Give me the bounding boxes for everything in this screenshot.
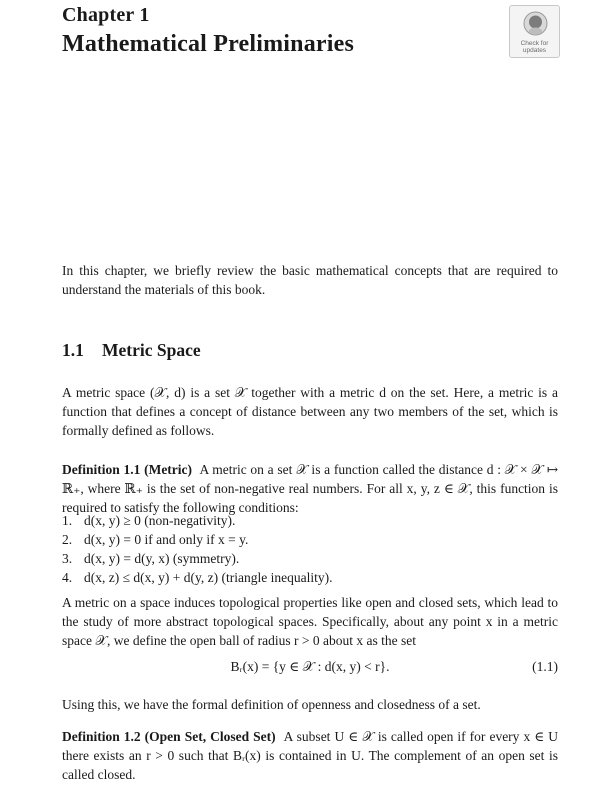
definition-body: A metric on a set 𝒳 is a function called the distance d : 𝒳 × 𝒳 ↦ ℝ₊, where ℝ₊ is the set of non-negative real numbers. For all x, y, z ∈ 𝒳, this function is required to satisfy the following conditions: <box>62 462 558 515</box>
chapter-title: Mathematical Preliminaries <box>62 31 355 57</box>
metric-conditions-list <box>62 511 558 587</box>
equation-open-ball <box>62 657 558 676</box>
section-number: 1.1 <box>62 340 84 360</box>
intro-paragraph: In this chapter, we briefly review the basic mathematical concepts that are required to understand the materials of this book. <box>62 263 558 297</box>
definition-open-closed-set <box>62 727 558 784</box>
list-text: d(x, y) ≥ 0 (non-negativity). <box>84 513 236 528</box>
definition-label: Definition 1.1 (Metric) <box>62 462 193 477</box>
list-number: 2. <box>62 532 73 547</box>
list-text: d(x, y) = d(y, x) (symmetry). <box>84 551 240 566</box>
check-for-updates-badge[interactable] <box>509 5 560 58</box>
section-title: Metric Space <box>102 340 201 360</box>
section-heading <box>62 340 201 361</box>
equation-body: Bᵣ(x) = {y ∈ 𝒳 : d(x, y) < r}. <box>230 659 390 674</box>
metric-space-paragraph: A metric space (𝒳, d) is a set 𝒳 together with a metric d on the set. Here, a metric is a function that defines a concept of distance between any two members of the set, which is formally defined as follows. <box>62 385 558 438</box>
list-text: d(x, z) ≤ d(x, y) + d(y, z) (triangle inequality). <box>84 570 333 585</box>
list-number: 1. <box>62 513 73 528</box>
list-item <box>62 530 558 549</box>
crossmark-icon <box>523 11 548 36</box>
definition-metric <box>62 460 558 517</box>
definition-label: Definition 1.2 (Open Set, Closed Set) <box>62 729 276 744</box>
list-item <box>62 511 558 530</box>
list-item <box>62 549 558 568</box>
topology-paragraph: A metric on a space induces topological properties like open and closed sets, which lead to the study of more abstract topological spaces. Specifically, about any point x in a metric space 𝒳, we define the open ball of radius r > 0 about x as the set <box>62 595 558 648</box>
list-item <box>62 568 558 587</box>
equation-number: (1.1) <box>532 659 558 674</box>
badge-text-line2: updates <box>522 47 547 54</box>
openness-paragraph: Using this, we have the formal definition of openness and closedness of a set. <box>62 697 481 712</box>
chapter-label: Chapter 1 <box>62 4 150 26</box>
list-text: d(x, y) = 0 if and only if x = y. <box>84 532 249 547</box>
list-number: 4. <box>62 570 73 585</box>
definition-body: A subset U ∈ 𝒳 is called open if for every x ∈ U there exists an r > 0 such that Bᵣ(x) is contained in U. The complement of an open set is called closed. <box>62 729 558 782</box>
badge-text-line1: Check for <box>520 40 549 47</box>
list-number: 3. <box>62 551 73 566</box>
